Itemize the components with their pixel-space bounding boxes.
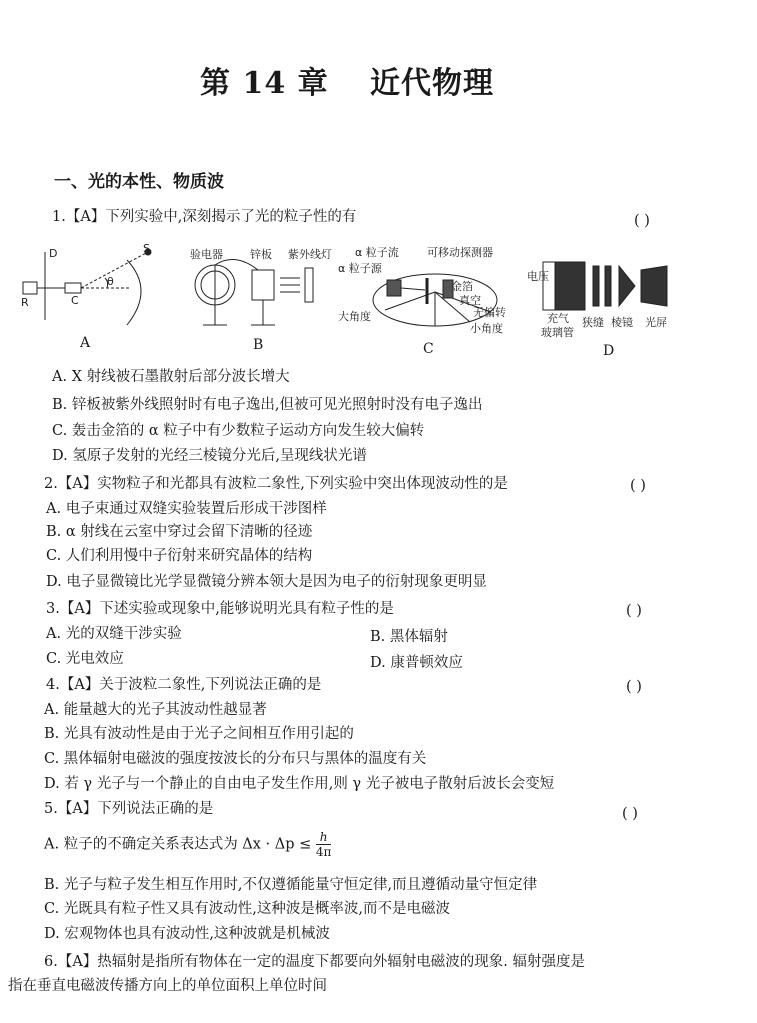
q1-figures bbox=[15, 240, 680, 360]
q5-fraction-numerator: h bbox=[316, 830, 332, 845]
q5-option-a-fraction bbox=[316, 830, 332, 859]
q3-stem: 3.【A】下述实验或现象中,能够说明光具有粒子性的是 bbox=[46, 601, 394, 617]
q3-option-d[interactable]: D. 康普顿效应 bbox=[370, 655, 463, 671]
q1-answer-paren[interactable]: ( ) bbox=[634, 213, 650, 229]
q4-answer-paren[interactable]: ( ) bbox=[626, 679, 642, 695]
fig-c-label-3: α 粒子源 bbox=[338, 262, 382, 275]
fig-d-tube bbox=[555, 262, 585, 310]
q2-option-c[interactable]: C. 人们利用慢中子衍射来研究晶体的结构 bbox=[46, 548, 313, 564]
q5-stem: 5.【A】下列说法正确的是 bbox=[44, 801, 214, 817]
fig-a-source bbox=[23, 282, 37, 294]
q5-option-b[interactable]: B. 光子与粒子发生相互作用时,不仅遵循能量守恒定律,而且遵循动量守恒定律 bbox=[44, 877, 538, 893]
fig-a-block-c bbox=[65, 283, 81, 293]
q2-option-d[interactable]: D. 电子显微镜比光学显微镜分辨本领大是因为电子的衍射现象更明显 bbox=[46, 574, 487, 590]
fig-b-label-1: 验电器 bbox=[190, 248, 223, 261]
fig-d-label-4: 狭缝 bbox=[582, 316, 604, 329]
fig-d-prism bbox=[619, 266, 635, 306]
page-fade bbox=[380, 970, 460, 994]
q1-option-b[interactable]: B. 锌板被紫外线照射时有电子逸出,但被可见光照射时没有电子逸出 bbox=[52, 397, 483, 413]
fig-a-label-c: C bbox=[71, 294, 79, 307]
chapter-title: 近代物理 bbox=[370, 66, 494, 101]
q4-option-b[interactable]: B. 光具有波动性是由于光子之间相互作用引起的 bbox=[44, 726, 354, 742]
fig-letter-b: B bbox=[253, 337, 264, 353]
fig-d-slit-2 bbox=[605, 266, 611, 306]
figure-a bbox=[23, 249, 151, 325]
fig-c-label-1: α 粒子流 bbox=[355, 246, 399, 259]
fig-d-label-2: 充气 bbox=[547, 312, 569, 325]
q4-stem: 4.【A】关于波粒二象性,下列说法正确的是 bbox=[46, 677, 322, 693]
q5-fraction-denominator: 4π bbox=[315, 845, 332, 859]
q4-option-c[interactable]: C. 黑体辐射电磁波的强度按波长的分布只与黑体的温度有关 bbox=[44, 751, 427, 767]
chapter-number: 第 14 章 bbox=[200, 66, 329, 101]
q2-option-a[interactable]: A. 电子束通过双缝实验装置后形成干涉图样 bbox=[46, 501, 327, 517]
q3-answer-paren[interactable]: ( ) bbox=[626, 603, 642, 619]
fig-c-label-6: 大角度 bbox=[338, 310, 371, 323]
fig-d-label-1: 电压 bbox=[527, 270, 549, 283]
fig-a-arc bbox=[127, 260, 141, 325]
fig-c-label-4: 金箔 bbox=[451, 280, 473, 293]
fig-letter-c: C bbox=[423, 341, 434, 357]
q3-option-b[interactable]: B. 黑体辐射 bbox=[370, 629, 448, 645]
q1-option-a[interactable]: A. X 射线被石墨散射后部分波长增大 bbox=[52, 369, 290, 385]
q1-stem: 1.【A】下列实验中,深刻揭示了光的粒子性的有 bbox=[52, 209, 357, 225]
fig-d-label-5: 棱镜 bbox=[611, 316, 633, 329]
q6-line-1: 6.【A】热辐射是指所有物体在一定的温度下都要向外辐射电磁波的现象. 辐射强度是 bbox=[44, 954, 586, 970]
q2-stem: 2.【A】实物粒子和光都具有波粒二象性,下列实验中突出体现波动性的是 bbox=[44, 476, 508, 492]
q5-answer-paren[interactable]: ( ) bbox=[622, 806, 638, 822]
fig-a-label-d: D bbox=[49, 247, 58, 260]
q5-option-a[interactable] bbox=[44, 830, 331, 859]
fig-b-uv-lamp bbox=[305, 268, 313, 302]
q2-answer-paren[interactable]: ( ) bbox=[630, 478, 646, 494]
fig-b-label-3: 紫外线灯 bbox=[288, 248, 332, 261]
fig-d-screen bbox=[641, 266, 667, 306]
q1-option-d[interactable]: D. 氢原子发射的光经三棱镜分光后,呈现线状光谱 bbox=[52, 448, 367, 464]
fig-c-label-2: 可移动探测器 bbox=[427, 246, 493, 259]
q5-option-c[interactable]: C. 光既具有粒子性又具有波动性,这种波是概率波,而不是电磁波 bbox=[44, 901, 451, 917]
fig-d-label-6: 光屏 bbox=[645, 316, 667, 329]
q4-option-d[interactable]: D. 若 γ 光子与一个静止的自由电子发生作用,则 γ 光子被电子散射后波长会变短 bbox=[44, 776, 555, 792]
fig-a-label-r: R bbox=[21, 296, 29, 309]
fig-letter-a: A bbox=[80, 335, 91, 351]
fig-c-source bbox=[387, 280, 401, 296]
fig-d-label-3: 玻璃管 bbox=[541, 326, 574, 339]
figure-b bbox=[195, 260, 313, 325]
q5-option-a-text: A. 粒子的不确定关系表达式为 Δx · Δp ≤ bbox=[44, 836, 312, 853]
fig-b-zinc-plate bbox=[252, 270, 274, 300]
fig-c-label-7: 无偏转 bbox=[473, 306, 506, 319]
q2-option-b[interactable]: B. α 射线在云室中穿过会留下清晰的径迹 bbox=[46, 524, 313, 540]
section-title: 一、光的本性、物质波 bbox=[54, 172, 224, 192]
fig-b-label-2: 锌板 bbox=[250, 248, 272, 261]
fig-a-label-s: S bbox=[143, 242, 150, 255]
q5-option-d[interactable]: D. 宏观物体也具有波动性,这种波就是机械波 bbox=[44, 926, 330, 942]
fig-letter-d: D bbox=[603, 343, 615, 359]
fig-c-label-5: 真空 bbox=[459, 294, 481, 307]
q3-option-c[interactable]: C. 光电效应 bbox=[46, 651, 124, 667]
fig-d-slit-1 bbox=[593, 266, 599, 306]
q6-line-2: 指在垂直电磁波传播方向上的单位面积上单位时间 bbox=[8, 978, 327, 994]
q4-option-a[interactable]: A. 能量越大的光子其波动性越显著 bbox=[44, 702, 267, 718]
fig-c-label-8: 小角度 bbox=[470, 322, 503, 335]
fig-a-label-theta: θ bbox=[107, 275, 114, 288]
q3-option-a[interactable]: A. 光的双缝干涉实验 bbox=[46, 626, 182, 642]
q1-option-c[interactable]: C. 轰击金箔的 α 粒子中有少数粒子运动方向发生较大偏转 bbox=[52, 423, 425, 439]
figure-d bbox=[543, 262, 667, 310]
